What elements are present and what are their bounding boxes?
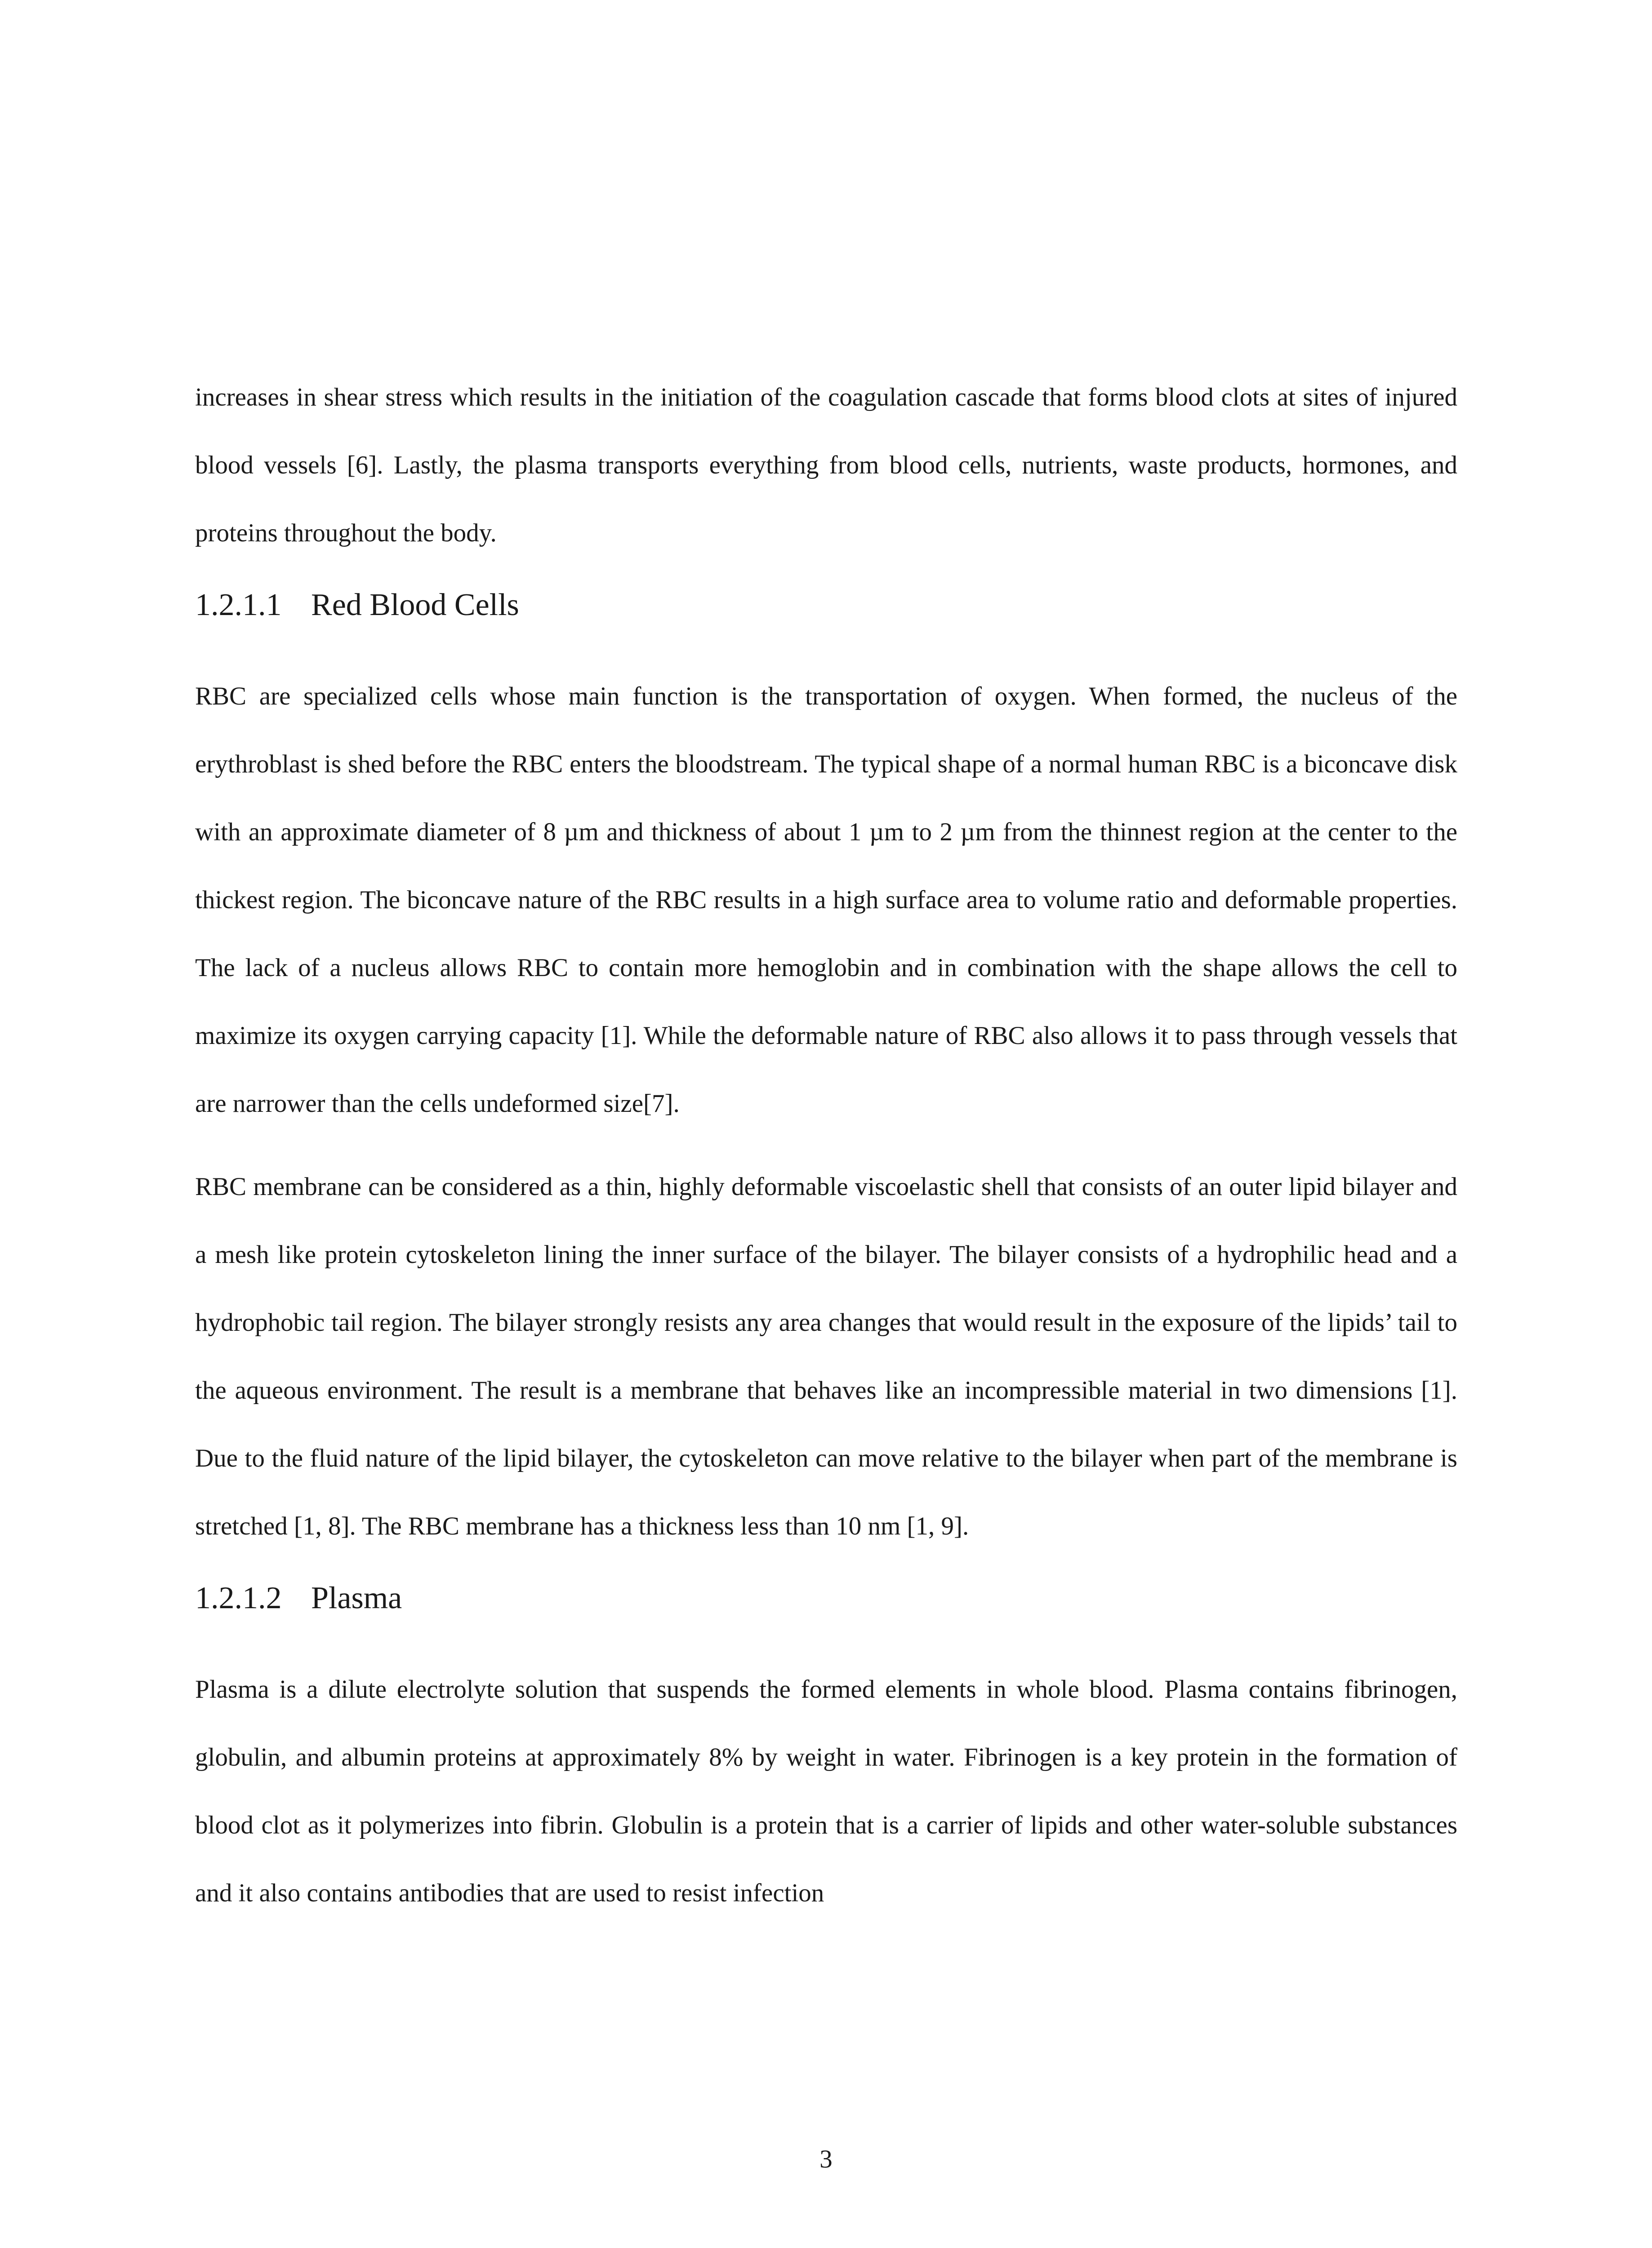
section-title: Red Blood Cells xyxy=(311,588,519,622)
body-paragraph-rbc-function: RBC are specialized cells whose main function is the transportation of oxygen. When formed, the nucleus of the erythroblast is shed before the RBC enters the bloodstream. The typical shape of a normal human RBC is a biconcave disk with an approximate diameter of 8 µm and thickness of about 1 µm to 2 µm from the thinnest region at the center to the thickest region. The biconcave nature of the RBC results in a high surface area to volume ratio and deformable properties. The lack of a nucleus allows RBC to contain more hemoglobin and in combination with the shape allows the cell to maximize its oxygen carrying capacity [1]. While the deformable nature of RBC also allows it to pass through vessels that are narrower than the cells undeformed size[7]. xyxy=(195,682,1457,1118)
page-body xyxy=(195,363,1457,1927)
section-heading-plasma xyxy=(195,1578,1457,1619)
body-paragraph-intro: increases in shear stress which results in the initiation of the coagulation cascade that forms blood clots at sites of injured blood vessels [6]. Lastly, the plasma transports everything from blood cells, nutrients, waste products, hormones, and proteins throughout the body. xyxy=(195,383,1457,547)
section-heading-red-blood-cells xyxy=(195,585,1457,625)
body-paragraph-rbc-membrane: RBC membrane can be considered as a thin, highly deformable viscoelastic shell that consists of an outer lipid bilayer and a mesh like protein cytoskeleton lining the inner surface of the bilayer. The bilayer consists of a hydrophilic head and a hydrophobic tail region. The bilayer strongly resists any area changes that would result in the exposure of the lipids’ tail to the aqueous environment. The result is a membrane that behaves like an incompressible material in two dimensions [1]. Due to the fluid nature of the lipid bilayer, the cytoskeleton can move relative to the bilayer when part of the membrane is stretched [1, 8]. The RBC membrane has a thickness less than 10 nm [1, 9]. xyxy=(195,1173,1457,1540)
body-paragraph-plasma: Plasma is a dilute electrolyte solution that suspends the formed elements in whole blood. Plasma contains fibrinogen, globulin, and albumin proteins at approximately 8% by weight in water. Fibrinogen is a key protein in the formation of blood clot as it polymerizes into fibrin. Globulin is a protein that is a carrier of lipids and other water-soluble substances and it also contains antibodies that are used to resist infection xyxy=(195,1675,1457,1907)
section-title: Plasma xyxy=(311,1581,402,1615)
section-number: 1.2.1.2 xyxy=(195,1581,282,1615)
section-number: 1.2.1.1 xyxy=(195,588,282,622)
page-number: 3 xyxy=(819,2145,833,2173)
